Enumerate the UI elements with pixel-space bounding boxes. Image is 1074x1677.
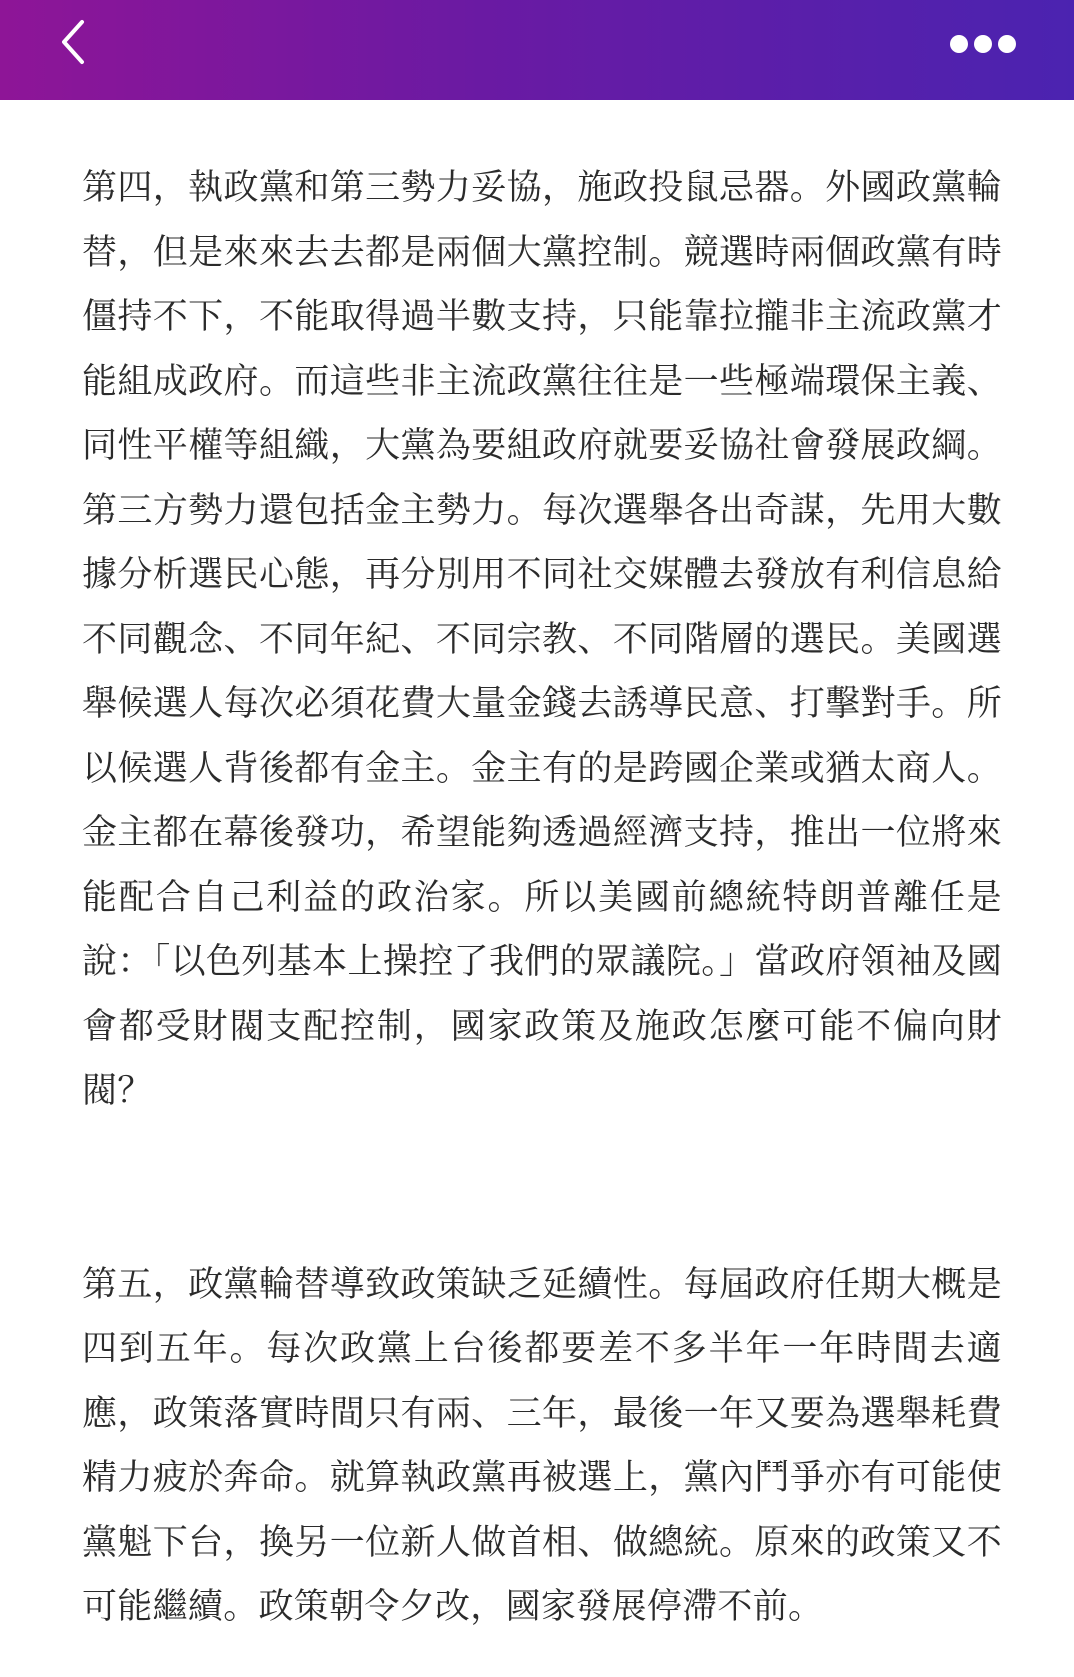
chevron-left-icon	[52, 14, 108, 70]
article-paragraph: 第四，執政黨和第三勢力妥協，施政投鼠忌器。外國政黨輪替，但是來來去去都是兩個大黨控制。競選時兩個政黨有時僵持不下，不能取得過半數支持，只能靠拉攏非主流政黨才能組成政府。而這些非主流政黨往往是一些極端環保主義、同性平權等組織，大黨為要組政府就要妥協社會發展政綱。第三方勢力還包括金主勢力。每次選舉各出奇謀，先用大數據分析選民心態，再分別用不同社交媒體去發放有利信息給不同觀念、不同年紀、不同宗教、不同階層的選民。美國選舉候選人每次必須花費大量金錢去誘導民意、打擊對手。所以候選人背後都有金主。金主有的是跨國企業或猶太商人。金主都在幕後發功，希望能夠透過經濟支持，推出一位將來能配合自己利益的政治家。所以美國前總統特朗普離任是說：「以色列基本上操控了我們的眾議院。」當政府領袖及國會都受財閥支配控制，國家政策及施政怎麼可能不偏向財閥？	[82, 168, 1002, 1111]
article-body	[82, 156, 1002, 1640]
more-options-button[interactable]	[944, 24, 1024, 64]
more-horizontal-icon	[944, 24, 1024, 64]
back-button[interactable]	[52, 14, 108, 70]
article-paragraph: 第五，政黨輪替導致政策缺乏延續性。每屆政府任期大概是四到五年。每次政黨上台後都要差不多半年一年時間去適應，政策落實時間只有兩、三年，最後一年又要為選舉耗費精力疲於奔命。就算執政黨再被選上，黨內鬥爭亦有可能使黨魁下台，換另一位新人做首相、做總統。原來的政策又不可能繼續。政策朝令夕改，國家發展停滯不前。	[82, 1264, 1002, 1627]
top-navigation-bar	[0, 0, 1074, 100]
paragraph-spacer	[82, 1124, 1002, 1253]
